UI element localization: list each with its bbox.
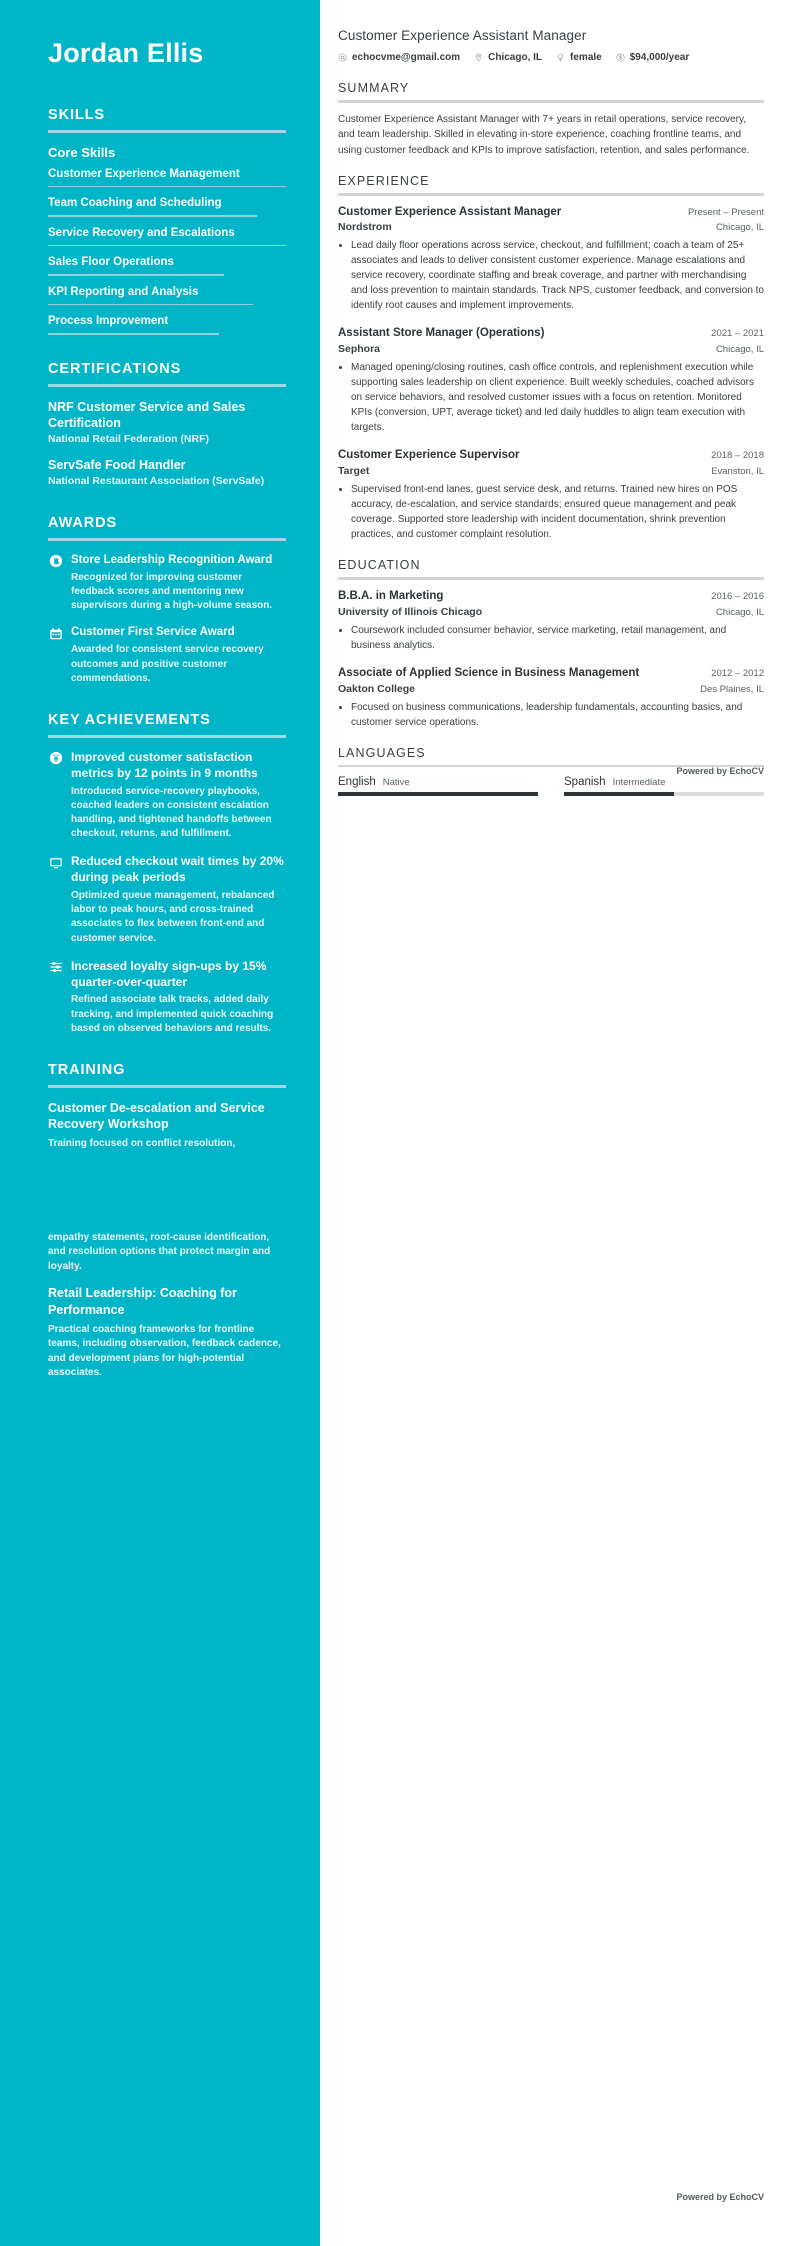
skills-list — [48, 167, 286, 335]
summary-divider — [338, 100, 764, 103]
training-page-break-gap — [48, 1163, 286, 1231]
key-achievement-item — [48, 959, 286, 1036]
experience-bullet: • Supervised front-end lanes, guest service desk, and returns. Trained new hires on POS accuracy, de-escalation, and service standards; ensured queue management and peak coverage. Supported store leadership with incident documentation, shrink prevention practices, and customer complaint resolution. — [351, 482, 764, 542]
contact-item[interactable] — [474, 52, 542, 63]
skill-label: Team Coaching and Scheduling — [48, 197, 222, 210]
key-achievement-body — [71, 854, 286, 945]
contact-item[interactable] — [338, 52, 460, 63]
key-achievement-description: Optimized queue management, rebalanced labor to peak hours, and cross-trained associates to flex between front-end and customer service. — [71, 890, 275, 944]
training-item — [48, 1100, 286, 1152]
training-item-continued — [48, 1231, 286, 1275]
certification-name: NRF Customer Service and Sales Certification — [48, 399, 246, 430]
education-bullet-list — [351, 700, 764, 730]
language-header — [338, 776, 538, 788]
experience-entry-location: Chicago, IL — [715, 222, 764, 234]
experience-entry — [338, 326, 764, 435]
training-heading: TRAINING — [48, 1061, 126, 1078]
language-track — [564, 792, 764, 796]
email-icon — [338, 53, 347, 62]
key-achievements-list — [48, 750, 286, 1036]
skill-bar — [48, 245, 286, 247]
language-level: Intermediate — [612, 777, 666, 789]
experience-entry-title: Customer Experience Assistant Manager — [338, 205, 562, 218]
awards-list — [48, 553, 286, 686]
location-icon — [474, 53, 483, 62]
skill-item — [48, 167, 286, 187]
education-entry-organization: University of Illinois Chicago — [338, 605, 483, 618]
salary-icon — [616, 53, 625, 62]
key-achievements-divider — [48, 735, 286, 738]
education-entry-header — [338, 589, 764, 604]
skill-item — [48, 285, 286, 305]
experience-entry — [338, 448, 764, 542]
contact-value: Chicago, IL — [488, 52, 543, 63]
contact-value: echocvme@gmail.com — [352, 52, 461, 63]
key-achievement-title: Improved customer satisfaction metrics by 12 points in 9 months — [71, 749, 258, 780]
skill-bar — [48, 186, 286, 188]
award-item — [48, 553, 286, 614]
key-achievements-heading: KEY ACHIEVEMENTS — [48, 711, 211, 728]
contact-row — [338, 52, 764, 63]
language-name: Spanish — [564, 776, 606, 789]
experience-entry-location: Evanston, IL — [711, 466, 764, 478]
skills-heading: SKILLS — [48, 107, 105, 124]
certification-issuer: National Restaurant Association (ServSafe) — [48, 475, 265, 488]
experience-entry-subheader — [338, 343, 764, 355]
award-title: Store Leadership Recognition Award — [71, 553, 273, 566]
education-entry-title: B.B.A. in Marketing — [338, 589, 444, 602]
education-entry — [338, 666, 764, 730]
key-achievement-title: Reduced checkout wait times by 20% during peak periods — [71, 854, 284, 885]
sidebar-section-key-achievements — [48, 712, 286, 1036]
contact-value: $94,000/year — [629, 52, 690, 63]
skill-bar — [48, 274, 224, 276]
certification-item — [48, 399, 286, 447]
calendar-icon — [48, 626, 63, 641]
languages-heading: LANGUAGES — [338, 745, 426, 760]
section-summary — [338, 81, 764, 158]
summary-heading: SUMMARY — [338, 81, 410, 95]
monitor-icon — [48, 855, 63, 870]
key-achievement-item — [48, 854, 286, 945]
skill-item — [48, 196, 286, 216]
key-achievement-title: Increased loyalty sign-ups by 15% quarter-over-quarter — [71, 958, 267, 989]
award-title: Customer First Service Award — [71, 626, 235, 639]
experience-entry-location: Chicago, IL — [715, 344, 764, 356]
sidebar — [0, 0, 320, 2246]
training-item-description-part2: empathy statements, root-cause identification, and resolution options that protect margin and loyalty. — [48, 1231, 271, 1272]
certifications-list — [48, 399, 286, 489]
certifications-heading: CERTIFICATIONS — [48, 360, 182, 377]
language-item — [338, 776, 538, 796]
experience-heading: EXPERIENCE — [338, 174, 430, 188]
education-divider — [338, 577, 764, 580]
training-item — [48, 1285, 286, 1381]
education-entry-dates: 2012 – 2012 — [711, 667, 764, 679]
experience-entry-organization: Nordstrom — [338, 221, 392, 234]
education-bullet: • Focused on business communications, leadership fundamentals, accounting basics, and customer service operations. — [351, 700, 764, 730]
experience-entry-dates: Present – Present — [687, 206, 764, 218]
candidate-name: Jordan Ellis — [48, 38, 204, 68]
language-header — [564, 776, 764, 788]
contact-value: female — [570, 52, 602, 63]
education-entry-subheader — [338, 606, 764, 618]
education-entry-organization: Oakton College — [338, 682, 416, 695]
sliders-icon — [48, 960, 63, 975]
experience-entry-header — [338, 326, 764, 341]
award-body — [71, 625, 286, 686]
section-education — [338, 558, 764, 729]
experience-bullet-list — [351, 360, 764, 435]
skills-group-title: Core Skills — [48, 145, 116, 161]
training-item-title: Customer De-escalation and Service Recovery Workshop — [48, 1100, 265, 1132]
training-divider — [48, 1085, 286, 1088]
experience-entry-dates: 2018 – 2018 — [711, 450, 764, 462]
language-fill — [564, 792, 674, 796]
experience-entry-subheader — [338, 221, 764, 233]
experience-bullet: • Managed opening/closing routines, cash office controls, and replenishment execution while supporting sales leadership on client experience. Built weekly schedules, coached advisors on service behaviors, and resolved customer issues with a focus on retention. Monitored KPIs (conversion, UPT, average ticket) and led daily huddles to align team execution with targets. — [351, 360, 764, 435]
education-bullet: • Coursework included consumer behavior, service marketing, retail management, and business analytics. — [351, 623, 764, 653]
contact-item[interactable] — [556, 52, 602, 63]
footer-watermark-page2: Powered by EchoCV — [676, 2192, 764, 2202]
language-name: English — [338, 776, 376, 789]
experience-bullet-list — [351, 238, 764, 313]
experience-bullet-list — [351, 482, 764, 542]
contact-item[interactable] — [616, 52, 690, 63]
footer-watermark-page1: Powered by EchoCV — [676, 766, 764, 776]
experience-entry-organization: Target — [338, 465, 370, 478]
training-item-description: Practical coaching frameworks for frontline teams, including observation, feedback cadence, and development plans for high-potential associates. — [48, 1323, 281, 1379]
experience-entry-header — [338, 205, 764, 220]
key-achievement-description: Introduced service-recovery playbooks, coached leaders on consistent escalation handling, and tightened handoffs between checkout, returns, and fulfillment. — [71, 785, 272, 840]
experience-entry-subheader — [338, 465, 764, 477]
coin-icon — [48, 751, 63, 766]
sidebar-section-training — [48, 1062, 286, 1381]
awards-heading: AWARDS — [48, 514, 118, 531]
award-description: Awarded for consistent service recovery outcomes and positive customer commendations. — [71, 644, 264, 684]
summary-text: Customer Experience Assistant Manager with 7+ years in retail operations, service recovery, and team leadership. Skilled in elevating in-store experience, coaching frontline teams, and using customer feedback and KPIs to improve satisfaction, retention, and sales performance. — [338, 113, 750, 156]
language-item — [564, 776, 764, 796]
award-body — [71, 553, 286, 614]
section-experience — [338, 174, 764, 542]
education-heading: EDUCATION — [338, 558, 421, 573]
gender-icon — [556, 53, 565, 62]
experience-entry-organization: Sephora — [338, 343, 381, 356]
skill-label: KPI Reporting and Analysis — [48, 285, 199, 298]
experience-list — [338, 205, 764, 543]
skill-label: Service Recovery and Escalations — [48, 226, 235, 239]
education-entry-header — [338, 666, 764, 681]
badge-icon — [48, 554, 63, 569]
certification-name: ServSafe Food Handler — [48, 458, 186, 473]
skill-label: Sales Floor Operations — [48, 256, 174, 269]
education-entry — [338, 589, 764, 653]
skill-bar — [48, 304, 253, 306]
language-fill — [338, 792, 538, 796]
skill-bar — [48, 215, 257, 217]
award-description: Recognized for improving customer feedback scores and mentoring new supervisors during a high-volume season. — [71, 571, 273, 612]
training-item-description-part1: Training focused on conflict resolution, — [48, 1138, 236, 1150]
main-column — [320, 0, 794, 2246]
education-entry-location: Chicago, IL — [715, 606, 764, 618]
skill-item — [48, 314, 286, 334]
language-level: Native — [382, 777, 410, 789]
education-bullet-list — [351, 623, 764, 653]
sidebar-section-certifications — [48, 361, 286, 489]
experience-divider — [338, 193, 764, 196]
education-entry-location: Des Plaines, IL — [700, 683, 764, 695]
skill-bar — [48, 333, 219, 335]
education-entry-title: Associate of Applied Science in Business Management — [338, 666, 640, 679]
language-track — [338, 792, 538, 796]
page-title: Customer Experience Assistant Manager — [338, 28, 587, 43]
certification-item — [48, 457, 286, 489]
certifications-divider — [48, 384, 286, 387]
education-entry-subheader — [338, 683, 764, 695]
skill-label: Process Improvement — [48, 315, 169, 328]
certification-issuer: National Retail Federation (NRF) — [48, 432, 210, 445]
education-list — [338, 589, 764, 730]
skill-item — [48, 226, 286, 246]
awards-divider — [48, 538, 286, 541]
sidebar-section-awards — [48, 515, 286, 686]
skills-divider — [48, 130, 286, 133]
key-achievement-description: Refined associate talk tracks, added daily tracking, and implemented quick coaching based on observed behaviors and results. — [71, 994, 274, 1034]
languages-list — [338, 776, 764, 796]
education-entry-dates: 2016 – 2016 — [711, 590, 764, 602]
skill-label: Customer Experience Management — [48, 168, 240, 181]
key-achievement-body — [71, 750, 286, 841]
experience-entry-title: Assistant Store Manager (Operations) — [338, 327, 545, 340]
experience-entry-dates: 2021 – 2021 — [711, 328, 764, 340]
skill-item — [48, 255, 286, 275]
award-item — [48, 625, 286, 686]
training-item-title: Retail Leadership: Coaching for Performance — [48, 1286, 237, 1317]
sidebar-section-skills — [48, 107, 286, 335]
experience-entry-title: Customer Experience Supervisor — [338, 449, 520, 462]
experience-bullet: • Lead daily floor operations across service, checkout, and fulfillment; coach a team of 25+ associates and leads to deliver consistent customer experience. Manage escalations and service recovery, coordinate staffing and break coverage, and partner with merchandising and loss prevention to maintain standards. Track NPS, customer feedback, and conversion to identify root causes and implement improvements. — [351, 238, 764, 313]
experience-entry-header — [338, 448, 764, 463]
experience-entry — [338, 205, 764, 314]
key-achievement-body — [71, 959, 286, 1036]
key-achievement-item — [48, 750, 286, 841]
